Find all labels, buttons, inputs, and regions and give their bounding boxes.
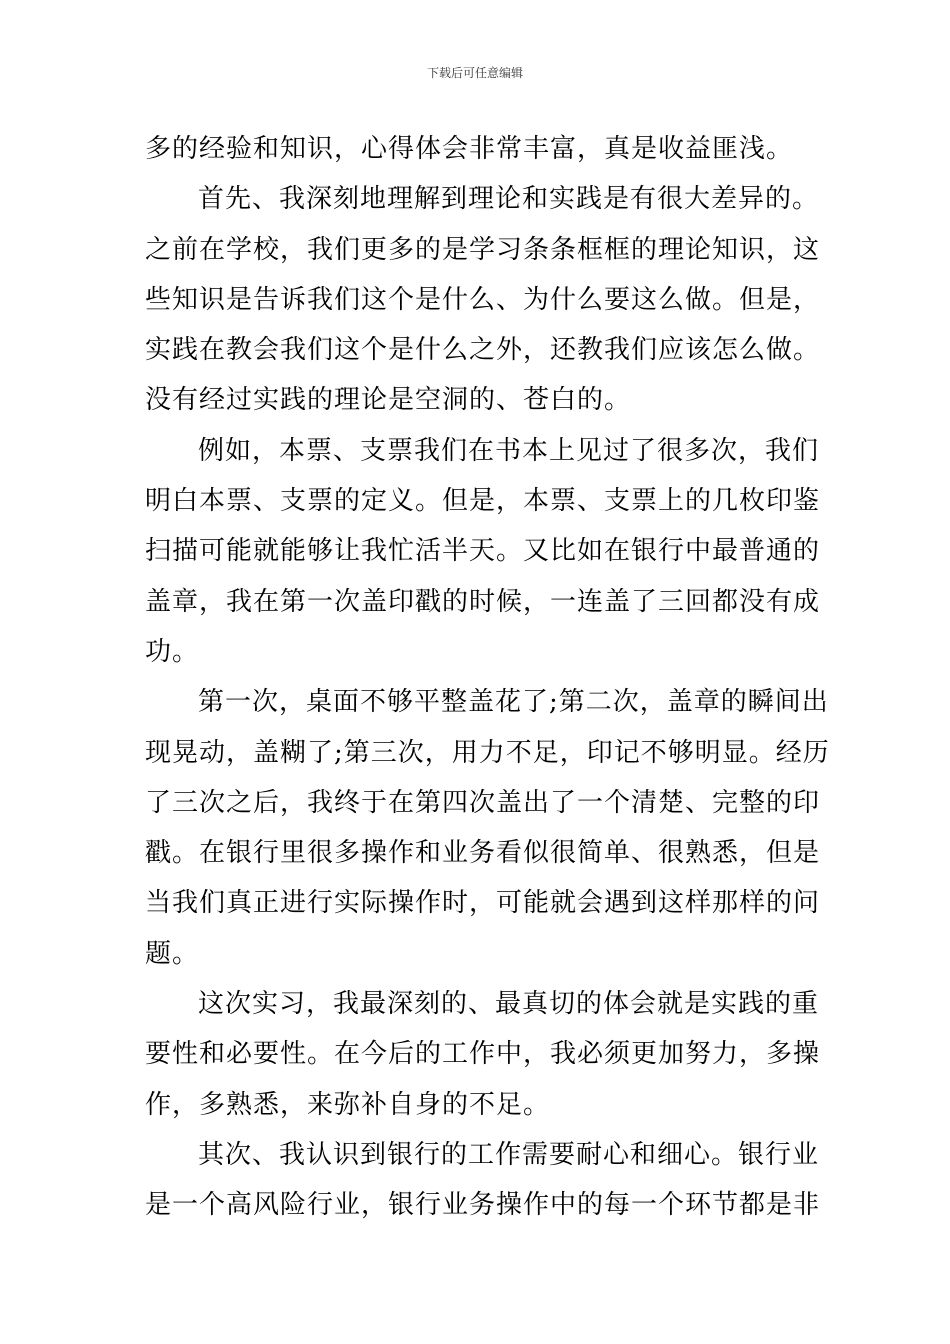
paragraph-first-line: 例如，本票、支票我们在书本上见过了很多次，我们 bbox=[198, 435, 820, 466]
text-line: 是一个高风险行业，银行业务操作中的每一个环节都是非 bbox=[145, 1190, 821, 1221]
text-line: 明白本票、支票的定义。但是，本票、支票上的几枚印鉴 bbox=[145, 486, 821, 517]
paragraph-first-line: 首先、我深刻地理解到理论和实践是有很大差异的。 bbox=[198, 184, 820, 215]
text-line: 功。 bbox=[145, 636, 200, 667]
text-line: 题。 bbox=[145, 938, 200, 969]
page-header: 下载后可任意编辑 bbox=[426, 66, 523, 80]
text-line: 现晃动，盖糊了;第三次，用力不足，印记不够明显。经历 bbox=[145, 737, 830, 768]
text-line: 戳。在银行里很多操作和业务看似很简单、很熟悉，但是 bbox=[145, 838, 821, 869]
paragraph-first-line: 这次实习，我最深刻的、最真切的体会就是实践的重 bbox=[198, 989, 820, 1020]
text-line: 盖章，我在第一次盖印戳的时候，一连盖了三回都没有成 bbox=[145, 586, 821, 617]
text-line: 扫描可能就能够让我忙活半天。又比如在银行中最普通的 bbox=[145, 536, 821, 567]
text-line: 要性和必要性。在今后的工作中，我必须更加努力，多操 bbox=[145, 1039, 821, 1070]
text-line: 些知识是告诉我们这个是什么、为什么要这么做。但是， bbox=[145, 284, 821, 315]
text-line: 了三次之后，我终于在第四次盖出了一个清楚、完整的印 bbox=[145, 787, 821, 818]
text-line: 当我们真正进行实际操作时，可能就会遇到这样那样的问 bbox=[145, 888, 821, 919]
paragraph-first-line: 第一次，桌面不够平整盖花了;第二次，盖章的瞬间出 bbox=[198, 687, 829, 718]
text-line: 多的经验和知识，心得体会非常丰富，真是收益匪浅。 bbox=[145, 134, 794, 164]
paragraph-first-line: 其次、我认识到银行的工作需要耐心和细心。银行业 bbox=[198, 1139, 820, 1170]
text-line: 没有经过实践的理论是空洞的、苍白的。 bbox=[145, 385, 632, 416]
text-line: 实践在教会我们这个是什么之外，还教我们应该怎么做。 bbox=[145, 335, 821, 366]
text-line: 作，多熟悉，来弥补自身的不足。 bbox=[145, 1089, 551, 1120]
text-line: 之前在学校，我们更多的是学习条条框框的理论知识，这 bbox=[145, 234, 821, 265]
document-body bbox=[145, 124, 830, 1231]
